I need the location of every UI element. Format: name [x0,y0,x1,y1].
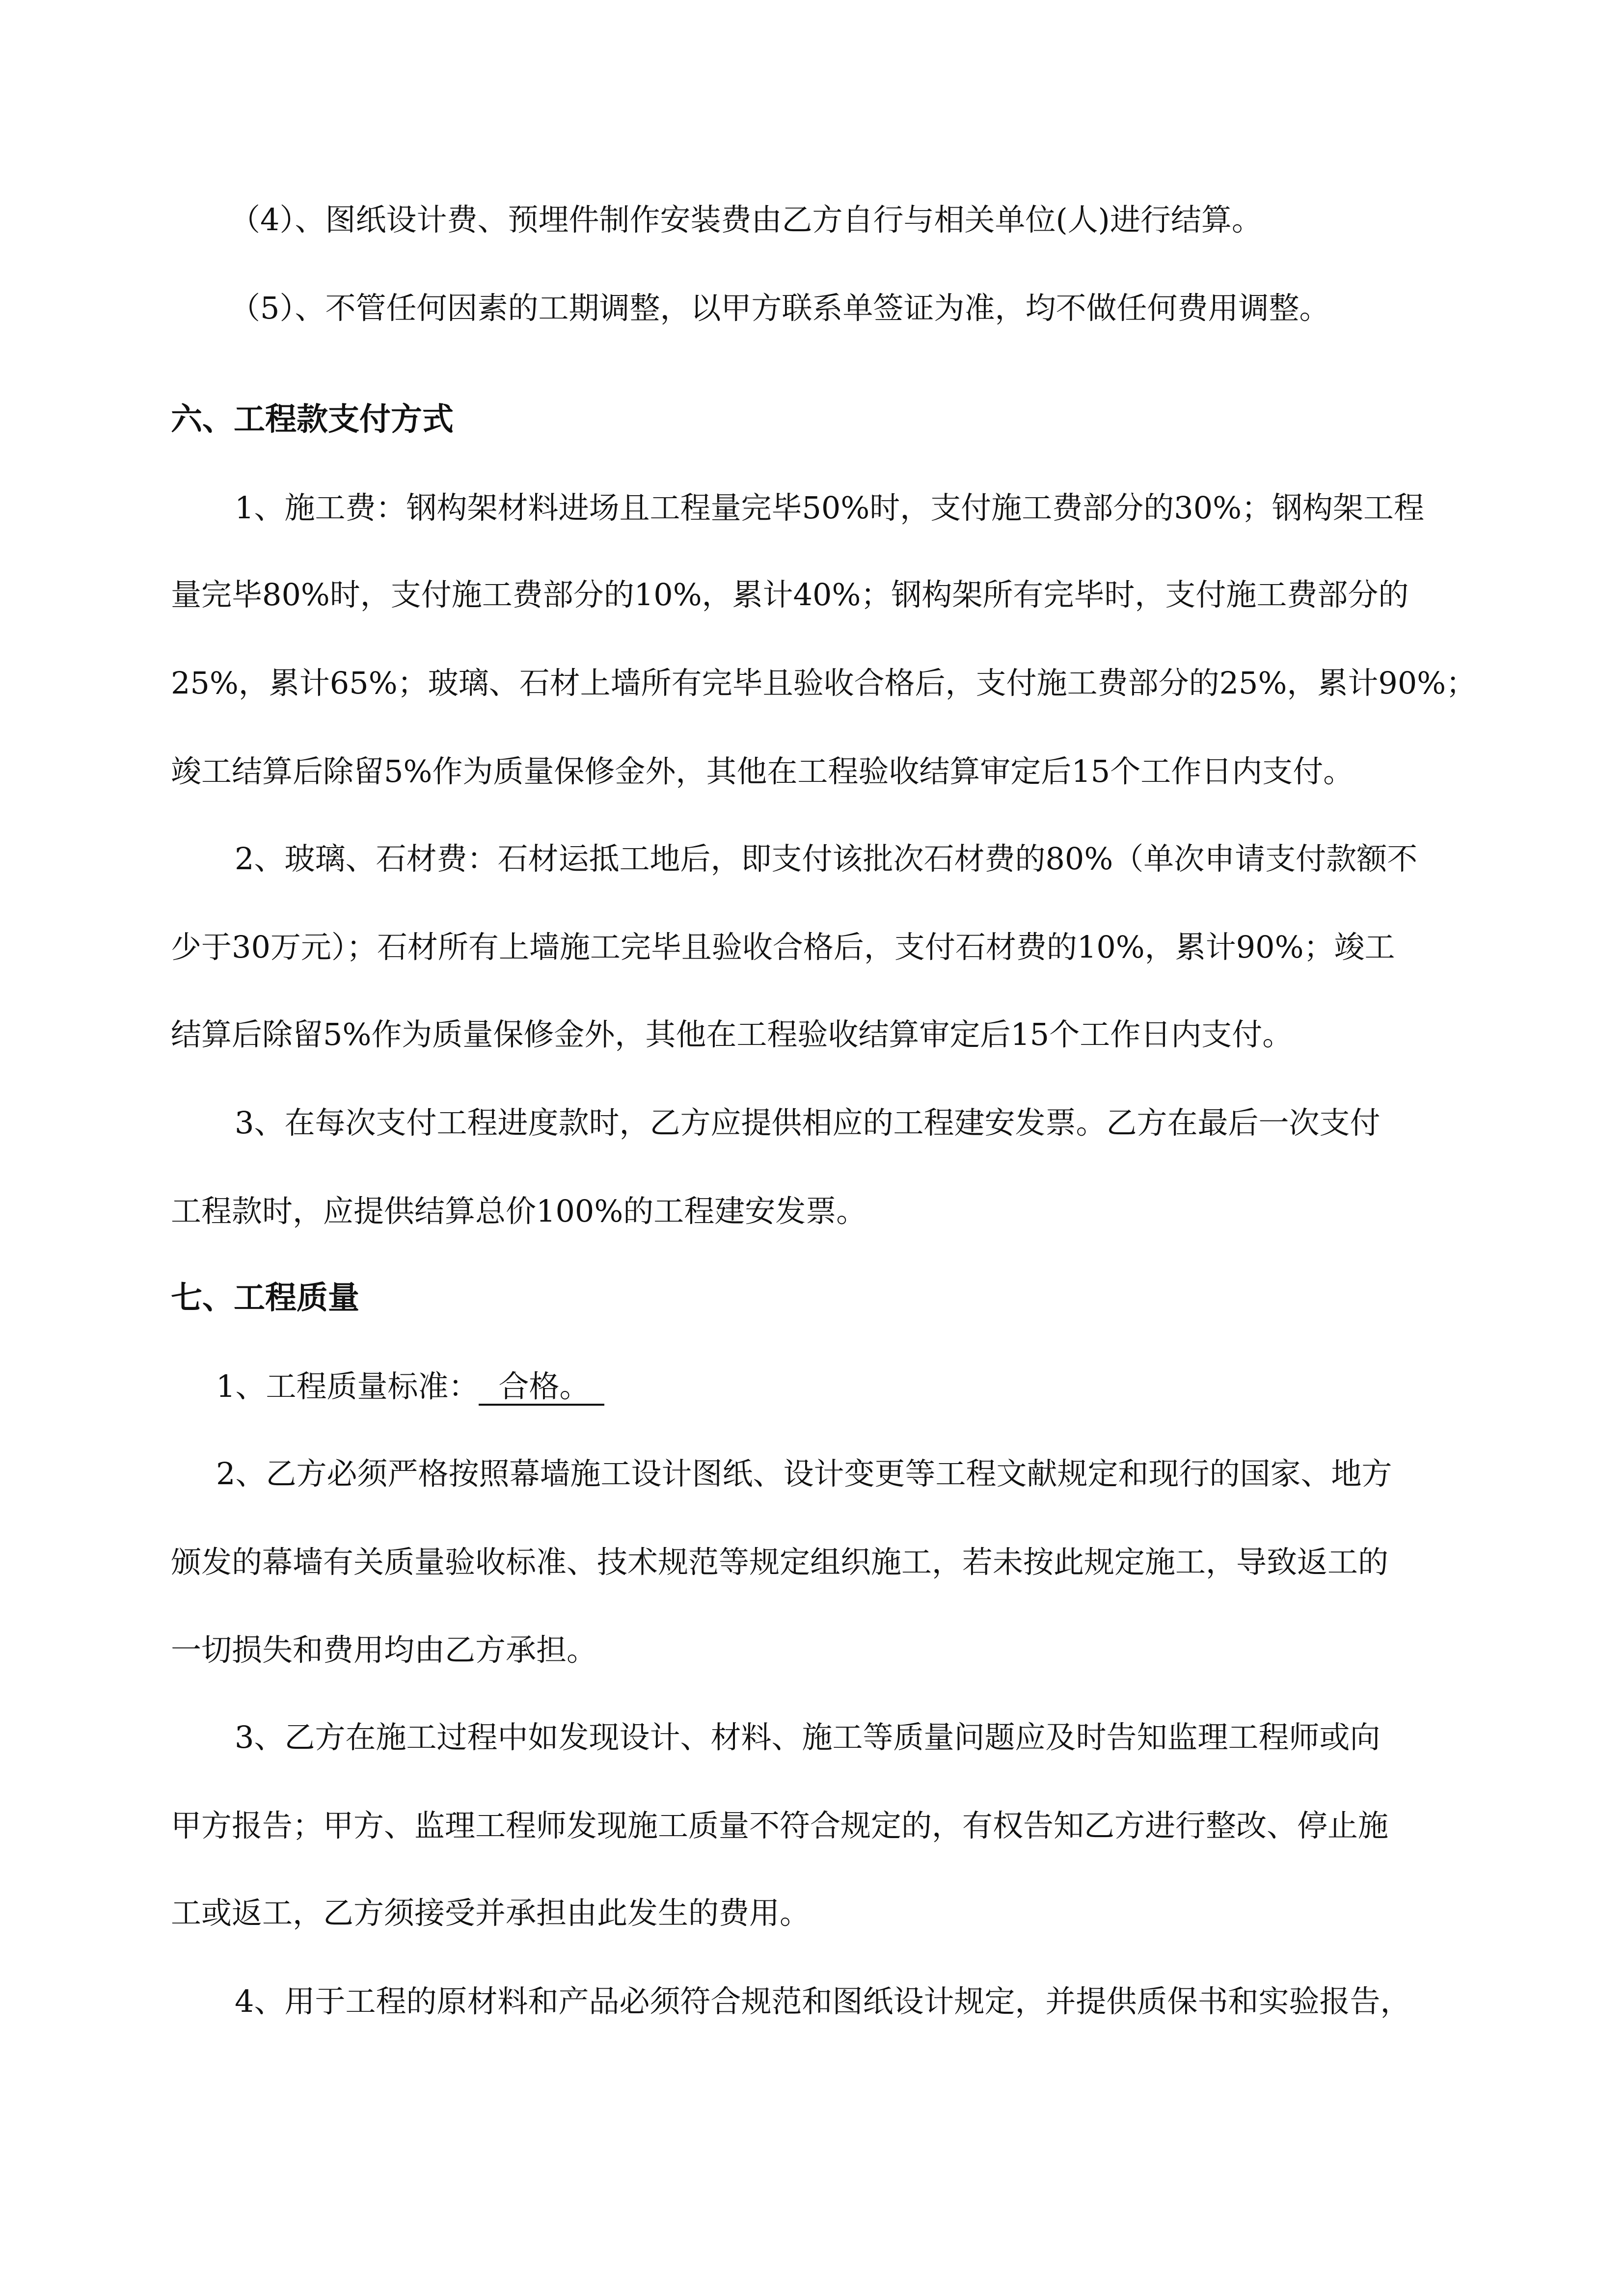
section-7-p3-line-1: 3、乙方在施工过程中如发现设计、材料、施工等质量问题应及时告知监理工程师或向 [235,1719,1380,1755]
section-6-p1-line-3: 25%，累计65%；玻璃、石材上墙所有完毕且验收合格后，支付施工费部分的25%，累计90%； [171,665,1477,701]
section-7-heading: 七、工程质量 [171,1280,359,1316]
section-7-p2-line-3: 一切损失和费用均由乙方承担。 [171,1632,597,1668]
section-6-heading: 六、工程款支付方式 [171,401,454,438]
section-6-p1-line-4: 竣工结算后除留5%作为质量保修金外，其他在工程验收结算审定后15个工作日内支付。 [171,753,1354,789]
section-6-p3-line-2: 工程款时，应提供结算总价100%的工程建安发票。 [171,1193,867,1229]
clause-5: （5）、不管任何因素的工期调整，以甲方联系单签证为准，均不做任何费用调整。 [230,290,1330,326]
section-7-p2-line-2: 颁发的幕墙有关质量验收标准、技术规范等规定组织施工，若未按此规定施工，导致返工的 [171,1544,1389,1580]
section-6-p1-line-1: 1、施工费：钢构架材料进场且工程量完毕50%时，支付施工费部分的30%；钢构架工程 [235,490,1425,526]
section-7-p4-line-1: 4、用于工程的原材料和产品必须符合规范和图纸设计规定，并提供质保书和实验报告， [235,1983,1411,2019]
clause-4: （4）、图纸设计费、预埋件制作安装费由乙方自行与相关单位(人)进行结算。 [230,202,1262,238]
section-6-p2-line-2: 少于30万元）；石材所有上墙施工完毕且验收合格后，支付石材费的10%，累计90%；竣工 [171,929,1395,965]
quality-standard-label: 1、工程质量标准： [216,1368,479,1404]
section-7-p1 [216,1367,1542,1406]
section-6-p3-line-1: 3、在每次支付工程进度款时，乙方应提供相应的工程建安发票。乙方在最后一次支付 [235,1105,1380,1141]
section-7-p3-line-3: 工或返工，乙方须接受并承担由此发生的费用。 [171,1895,811,1931]
section-6-p1-line-2: 量完毕80%时，支付施工费部分的10%，累计40%；钢构架所有完毕时，支付施工费部分的 [171,577,1409,613]
section-7-p2-line-1: 2、乙方必须严格按照幕墙施工设计图纸、设计变更等工程文献规定和现行的国家、地方 [216,1456,1392,1492]
quality-standard-value: 合格。 [479,1369,604,1406]
section-6-p2-line-3: 结算后除留5%作为质量保修金外，其他在工程验收结算审定后15个工作日内支付。 [171,1016,1293,1052]
section-7-p3-line-2: 甲方报告；甲方、监理工程师发现施工质量不符合规定的，有权告知乙方进行整改、停止施 [171,1808,1389,1843]
section-6-p2-line-1: 2、玻璃、石材费：石材运抵工地后，即支付该批次石材费的80%（单次申请支付款额不 [235,841,1418,877]
